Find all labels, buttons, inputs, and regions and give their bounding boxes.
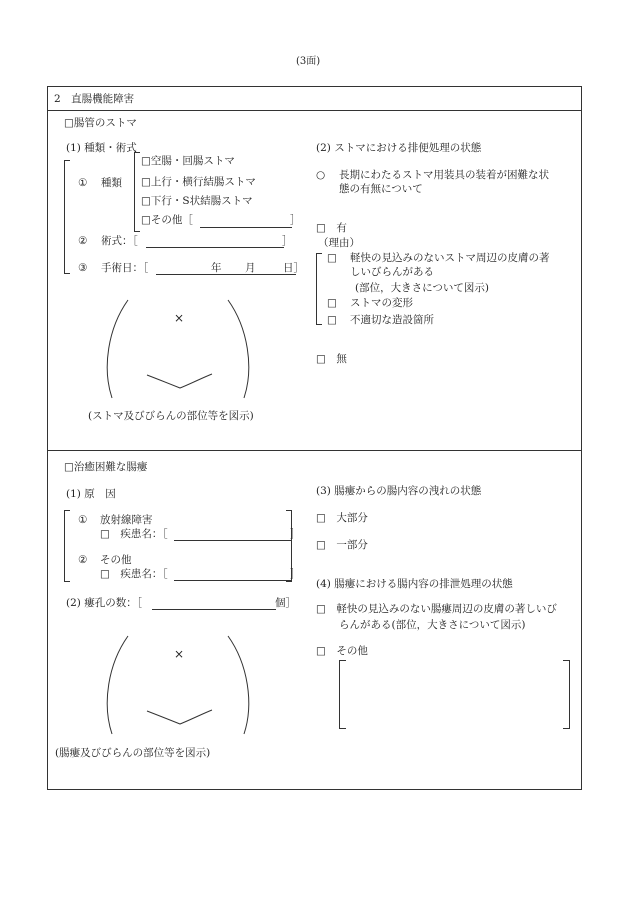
fistula-heading[interactable]: □治癒困難な腸瘻 <box>64 461 148 473</box>
stoma-method-input[interactable] <box>146 247 284 248</box>
fistula-cause-bracket-left <box>64 510 70 582</box>
stoma-q2-question-line1: 長期にわたるストマ用装具の装着が困難な状 <box>339 169 549 181</box>
fistula-cause2-label: その他 <box>100 554 132 566</box>
stoma-method-number: ② <box>78 235 88 247</box>
fistula-q4-title: (4) 腸瘻における腸内容の排泄処理の状態 <box>316 578 513 590</box>
stoma-type-number: ① <box>78 177 88 189</box>
fistula-figure-cross-mark: × <box>174 647 185 661</box>
stoma-date-year: 年 <box>211 262 222 274</box>
stoma-q1-title: (1) 種類・術式 <box>66 142 137 154</box>
stoma-figure-caption: (ストマ及びびらんの部位等を図示) <box>88 410 254 422</box>
stoma-type-label: 種類 <box>101 177 122 189</box>
stoma-date-input[interactable] <box>156 274 296 275</box>
stoma-date-label: 手術日：［ <box>101 262 149 274</box>
stoma-q2-circle-mark: ○ <box>316 169 326 181</box>
fistula-q2-label: (2) 瘻孔の数：［ <box>66 597 142 609</box>
stoma-type-other-input[interactable] <box>200 227 292 228</box>
fistula-cause1-disease-checkbox[interactable]: □ 疾患名：［ <box>100 528 168 540</box>
fistula-cause2-close: ］ <box>290 568 301 580</box>
section-divider <box>47 450 582 451</box>
stoma-reason3-label: 不適切な造設箇所 <box>350 314 434 326</box>
stoma-q1-bracket <box>64 160 70 274</box>
page-number-label: (3面) <box>296 56 321 67</box>
fistula-figure-caption: (腸瘻及びびらんの部位等を図示) <box>55 747 211 759</box>
fistula-q3-option-most[interactable]: □ 大部分 <box>316 512 368 524</box>
stoma-reason1-line1: 軽快の見込みのないストマ周辺の皮膚の著 <box>350 252 550 264</box>
stoma-q2-title: (2) ストマにおける排便処理の状態 <box>316 142 482 154</box>
fistula-cause1-label: 放射線障害 <box>100 514 153 526</box>
stoma-figure-cross-mark: × <box>174 311 185 325</box>
stoma-type-option-transverse[interactable]: □上行・横行結腸ストマ <box>141 176 256 188</box>
stoma-date-day: 日］ <box>283 262 304 274</box>
stoma-type-option-descending[interactable]: □下行・S状結腸ストマ <box>141 195 253 207</box>
fistula-cause2-disease-input[interactable] <box>174 580 292 581</box>
stoma-heading[interactable]: □腸管のストマ <box>64 117 137 129</box>
stoma-method-label: 術式：［ <box>101 235 138 247</box>
fistula-other-bracket-left <box>339 660 346 729</box>
stoma-type-other-close: ］ <box>290 214 301 226</box>
fistula-cause1-disease-input[interactable] <box>174 540 292 541</box>
stoma-type-options-bracket <box>134 152 140 232</box>
stoma-reason2-label: ストマの変形 <box>350 297 413 309</box>
fistula-count-unit: 個］ <box>275 597 296 609</box>
fistula-count-input[interactable] <box>152 609 276 610</box>
fistula-cause2-number: ② <box>78 554 88 566</box>
stoma-no-checkbox[interactable]: □ 無 <box>316 353 347 365</box>
stoma-reason2-checkbox[interactable]: □ <box>327 297 337 309</box>
stoma-type-option-other[interactable]: □その他［ <box>141 214 193 226</box>
fistula-cause1-close: ］ <box>290 528 301 540</box>
fistula-q3-option-part[interactable]: □ 一部分 <box>316 539 368 551</box>
stoma-reason3-checkbox[interactable]: □ <box>327 314 337 326</box>
stoma-reason1-checkbox[interactable]: □ <box>327 252 337 264</box>
fistula-q4-option-other[interactable]: □ その他 <box>316 645 368 657</box>
section-title: 2 直腸機能障害 <box>54 93 135 105</box>
stoma-reason-label: （理由） <box>318 237 360 249</box>
fistula-q4-option1-line2: らんがある(部位，大きさについて図示) <box>339 619 526 631</box>
title-divider <box>47 110 582 111</box>
fistula-cause1-number: ① <box>78 514 88 526</box>
fistula-q3-title: (3) 腸瘻からの腸内容の洩れの状態 <box>316 485 482 497</box>
stoma-yes-checkbox[interactable]: □ 有 <box>316 222 347 234</box>
stoma-date-month: 月 <box>245 262 256 274</box>
fistula-other-bracket-right <box>563 660 570 729</box>
stoma-q2-question-line2: 態の有無について <box>339 183 423 195</box>
stoma-reason1-line2: しいびらんがある <box>350 266 434 278</box>
fistula-q1-title: (1) 原 因 <box>66 488 116 500</box>
fistula-other-input[interactable] <box>347 662 561 725</box>
stoma-type-option-ileum[interactable]: □空腸・回腸ストマ <box>141 155 235 167</box>
stoma-reason1-line3: (部位，大きさについて図示) <box>355 282 489 294</box>
stoma-reason-bracket <box>316 253 322 325</box>
fistula-q4-option1-line1[interactable]: □ 軽快の見込みのない腸瘻周辺の皮膚の著しいび <box>316 603 557 615</box>
stoma-method-close: ］ <box>282 235 293 247</box>
stoma-date-number: ③ <box>78 262 88 274</box>
fistula-cause2-disease-checkbox[interactable]: □ 疾患名：［ <box>100 568 168 580</box>
